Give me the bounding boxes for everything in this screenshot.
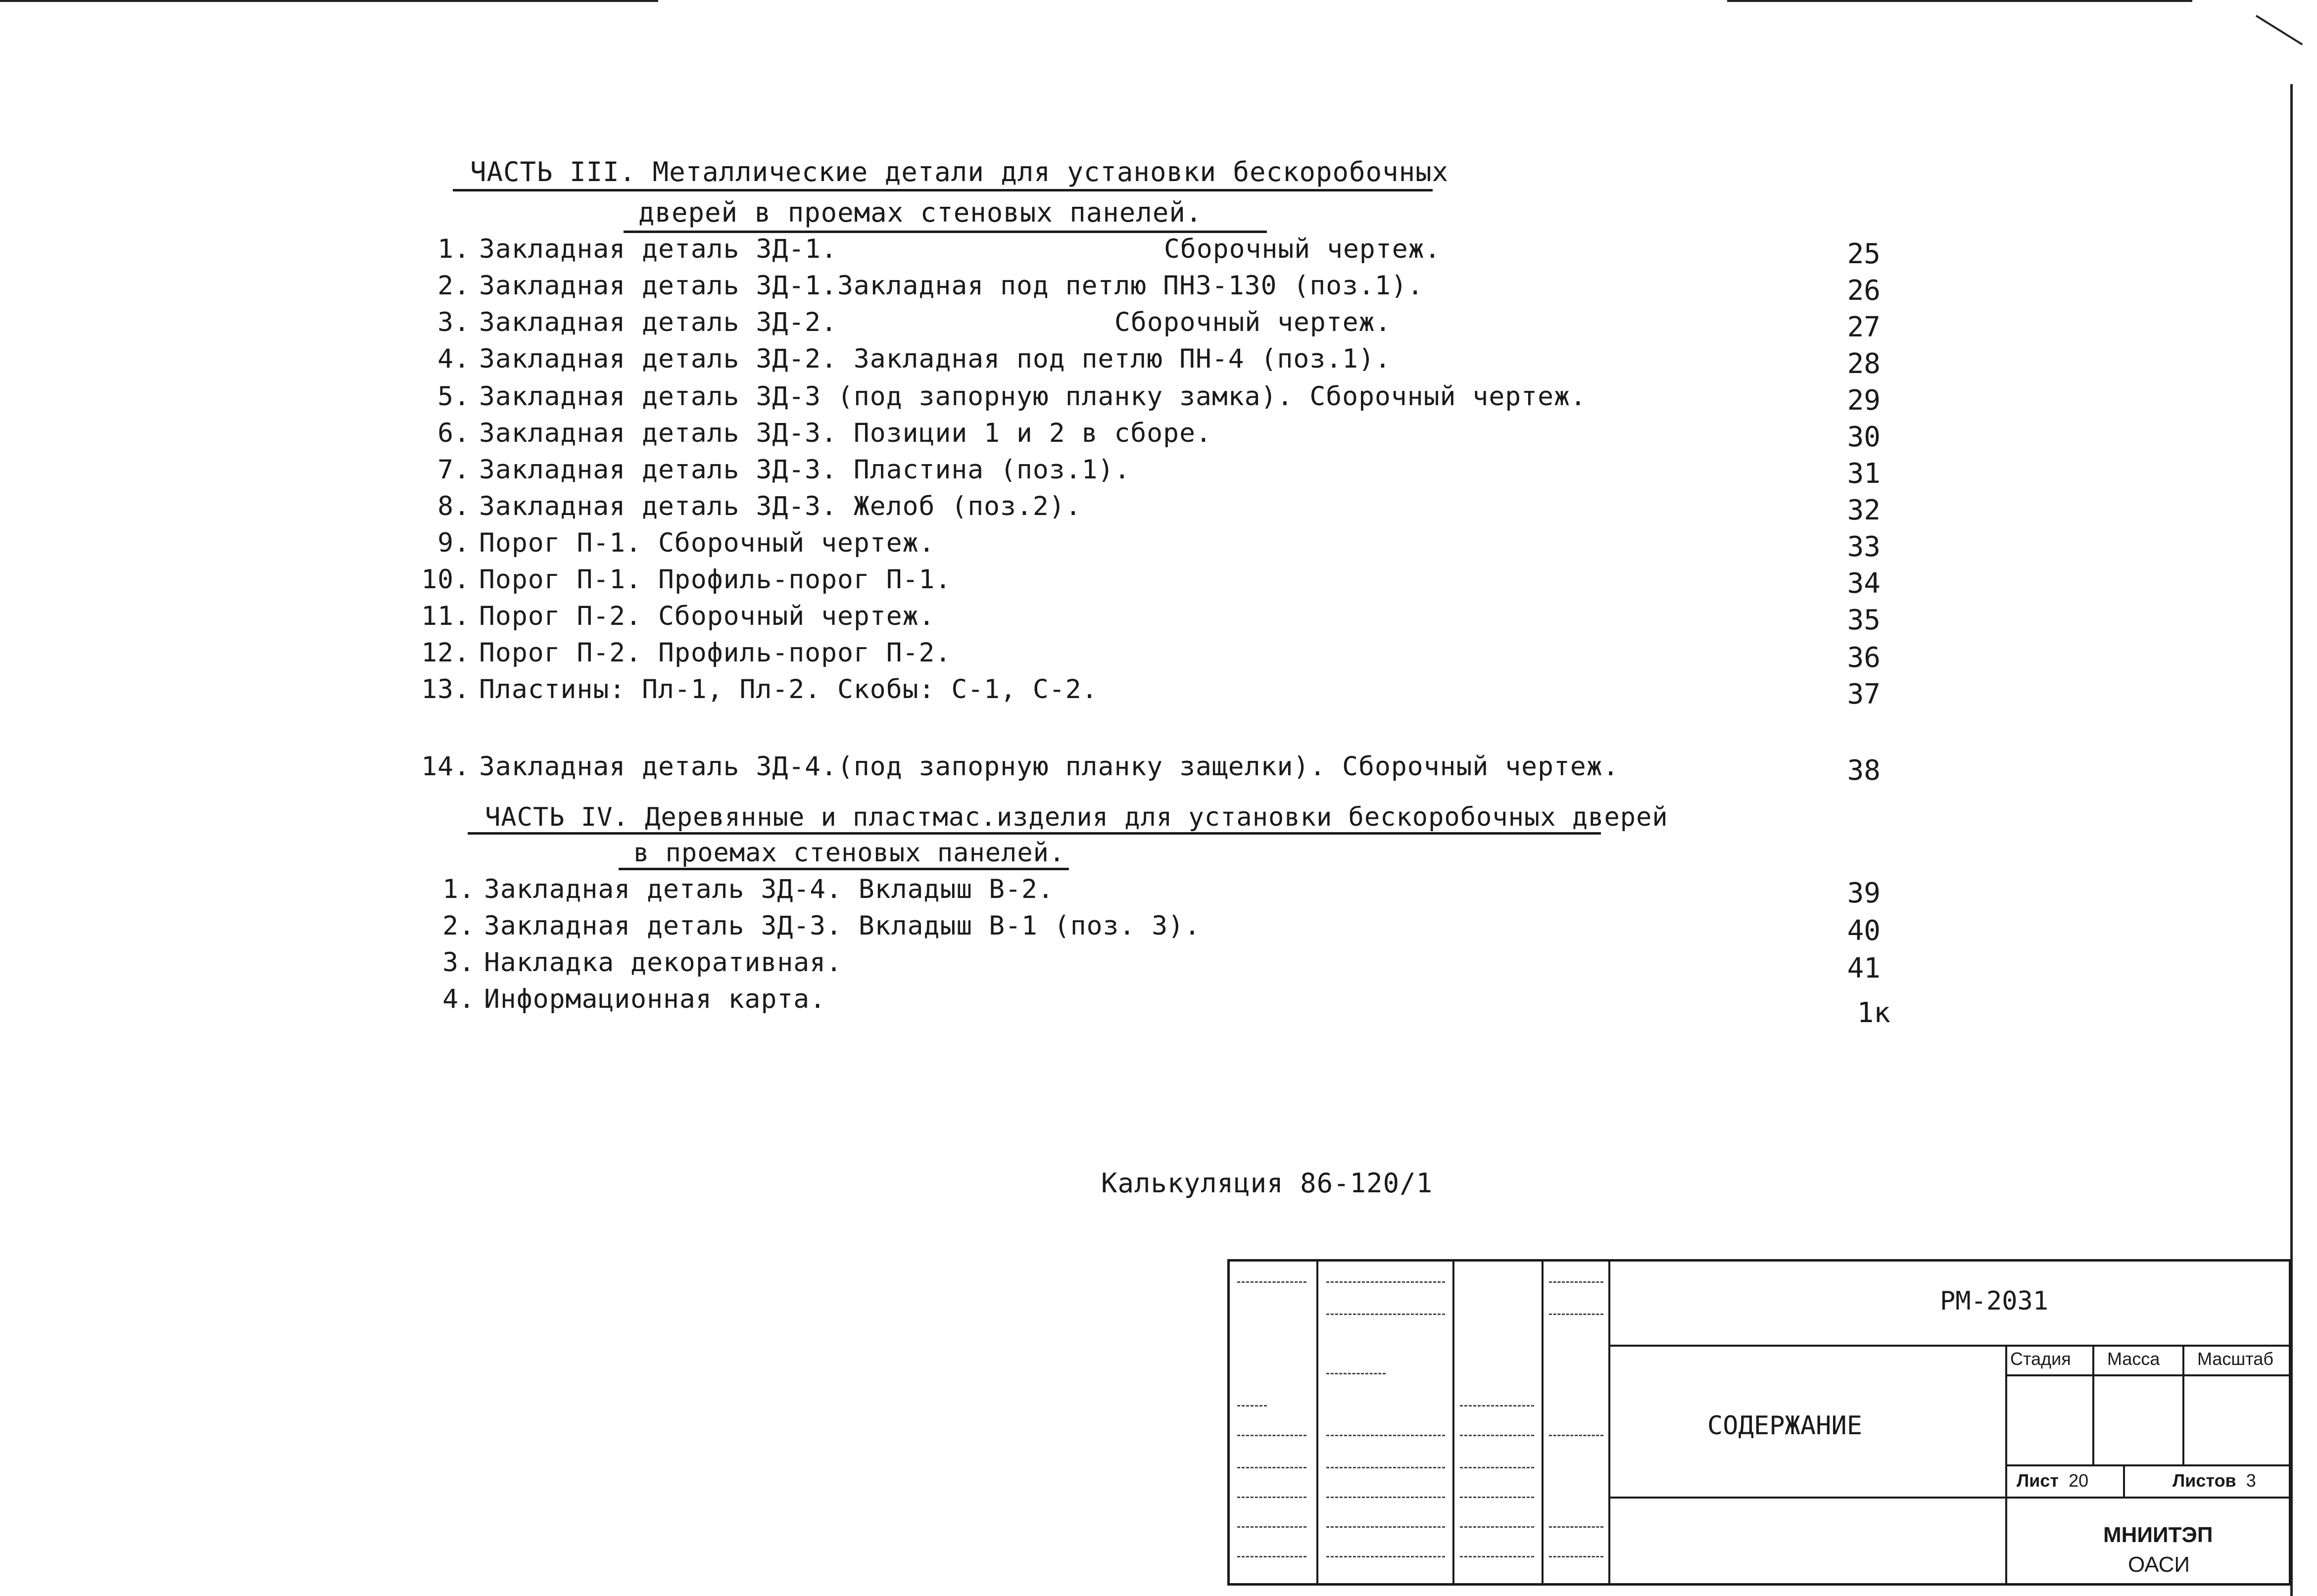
list-item: 3. Закладная деталь ЗД-2. Сборочный чертеж. [437,307,1392,337]
scan-edge-top-right [1727,0,2192,2]
page-number: 38 [1847,754,1881,787]
stage-label: Стадия [2010,1349,2071,1369]
list-item: 11. Порог П-2. Сборочный чертеж. [421,601,935,631]
document-designation: РМ-2031 [1940,1286,2049,1316]
page-number: 39 [1847,877,1881,909]
revision-line [1326,1373,1386,1374]
page-number: 34 [1847,567,1881,600]
list-item: 2. Закладная деталь ЗД-1.Закладная под петлю ПНЗ-130 (поз.1). [437,271,1424,301]
list-item: 4. Закладная деталь ЗД-2. Закладная под петлю ПН-4 (поз.1). [437,344,1391,374]
page-number: 1к [1857,997,1890,1029]
title-block-divider [1608,1345,2291,1347]
page-number: 40 [1847,915,1881,947]
scan-edge-corner [2256,15,2303,46]
page-number: 30 [1847,421,1881,453]
page-number: 41 [1847,952,1881,985]
revision-line [1237,1405,1267,1407]
sheet-value: 20 [2069,1470,2089,1491]
page-number: 27 [1847,311,1881,343]
list-item: 2. Закладная деталь ЗД-3. Вкладыш В-1 (поз. 3). [442,911,1201,941]
revision-line [1549,1526,1603,1528]
page-number: 35 [1847,604,1881,636]
revision-line [1460,1405,1534,1407]
sheets-value: 3 [2246,1470,2256,1491]
part4-heading-line2: в проемах стеновых панелей. [633,838,1065,868]
part4-heading-underline2 [619,868,1069,870]
revision-line [1326,1435,1445,1436]
list-item: 6. Закладная деталь ЗД-3. Позиции 1 и 2 в сборе. [437,418,1212,448]
revision-line [1326,1314,1445,1315]
part3-heading-line2: дверей в проемах стеновых панелей. [638,197,1203,228]
part3-heading-line1: ЧАСТЬ III. Металлические детали для установки бескоробочных [470,156,1449,188]
revision-line [1326,1556,1445,1557]
list-item: 10. Порог П-1. Профиль-порог П-1. [421,564,952,595]
title-block-divider [2005,1464,2291,1466]
organization-subname: ОАСИ [2128,1552,2190,1577]
scan-edge-top-left [0,0,658,2]
revision-line [1460,1467,1534,1468]
title-block-divider [2182,1345,2184,1464]
revision-line [1549,1435,1603,1436]
document-title: СОДЕРЖАНИЕ [1707,1411,1863,1441]
revision-line [1326,1467,1445,1468]
title-block-divider [2123,1464,2125,1497]
page-number: 29 [1847,384,1881,417]
list-item: 3. Накладка декоративная. [442,947,842,978]
revision-line [1237,1281,1306,1283]
title-block-divider [1452,1259,1454,1586]
sheet-label: Лист 20 [2017,1470,2089,1491]
list-item: 1. Закладная деталь ЗД-1. Сборочный чертеж. [437,234,1441,264]
revision-line [1549,1556,1603,1557]
part3-heading-underline2 [624,231,1267,233]
title-block-divider [1542,1259,1544,1586]
page-number: 25 [1847,238,1881,270]
calculation-reference: Калькуляция 86-120/1 [1101,1168,1433,1199]
page-number: 28 [1847,348,1881,380]
revision-line [1460,1526,1534,1528]
revision-line [1460,1497,1534,1498]
revision-line [1460,1556,1534,1557]
part3-heading-underline1 [453,189,1433,191]
revision-line [1549,1281,1603,1283]
revision-line [1237,1556,1306,1557]
list-item: 4. Информационная карта. [442,984,826,1014]
revision-line [1326,1497,1445,1498]
page-number: 26 [1847,275,1881,307]
revision-line [1549,1314,1603,1315]
page-number: 32 [1847,494,1881,526]
list-item: 5. Закладная деталь ЗД-3 (под запорную планку замка). Сборочный чертеж. [437,381,1587,412]
revision-line [1326,1526,1445,1528]
page-number: 36 [1847,642,1881,674]
list-item: 13. Пластины: Пл-1, Пл-2. Скобы: С-1, С-2. [421,674,1098,704]
title-block-divider [2005,1374,2291,1376]
revision-line [1460,1435,1534,1436]
list-item: 8. Закладная деталь ЗД-3. Желоб (поз.2). [437,491,1082,521]
scale-label: Масштаб [2197,1349,2274,1369]
organization-name: МНИИТЭП [2103,1523,2213,1547]
title-block-divider [1316,1259,1318,1586]
list-item: 1. Закладная деталь ЗД-4. Вкладыш В-2. [442,874,1054,904]
part4-heading-line1: ЧАСТЬ IV. Деревянные и пластмас.изделия для установки бескоробочных дверей [485,802,1668,832]
revision-line [1237,1526,1306,1528]
part4-heading-underline1 [468,832,1601,835]
list-item: 12. Порог П-2. Профиль-порог П-2. [421,638,952,668]
mass-label: Масса [2107,1349,2160,1369]
list-item: 9. Порог П-1. Сборочный чертеж. [437,528,935,558]
page-number: 33 [1847,531,1881,563]
page-number: 31 [1847,458,1881,490]
revision-line [1237,1497,1306,1498]
page-number: 37 [1847,678,1881,710]
list-item: 7. Закладная деталь ЗД-3. Пластина (поз.1). [437,455,1131,485]
title-block-divider [1608,1259,1610,1586]
title-block-divider [1608,1497,2291,1499]
revision-line [1326,1281,1445,1283]
revision-line [1237,1435,1306,1436]
title-block-divider [2092,1345,2094,1464]
list-item: 14. Закладная деталь ЗД-4.(под запорную планку защелки). Сборочный чертеж. [421,751,1619,782]
revision-line [1237,1467,1306,1468]
sheets-label: Листов 3 [2172,1470,2256,1491]
